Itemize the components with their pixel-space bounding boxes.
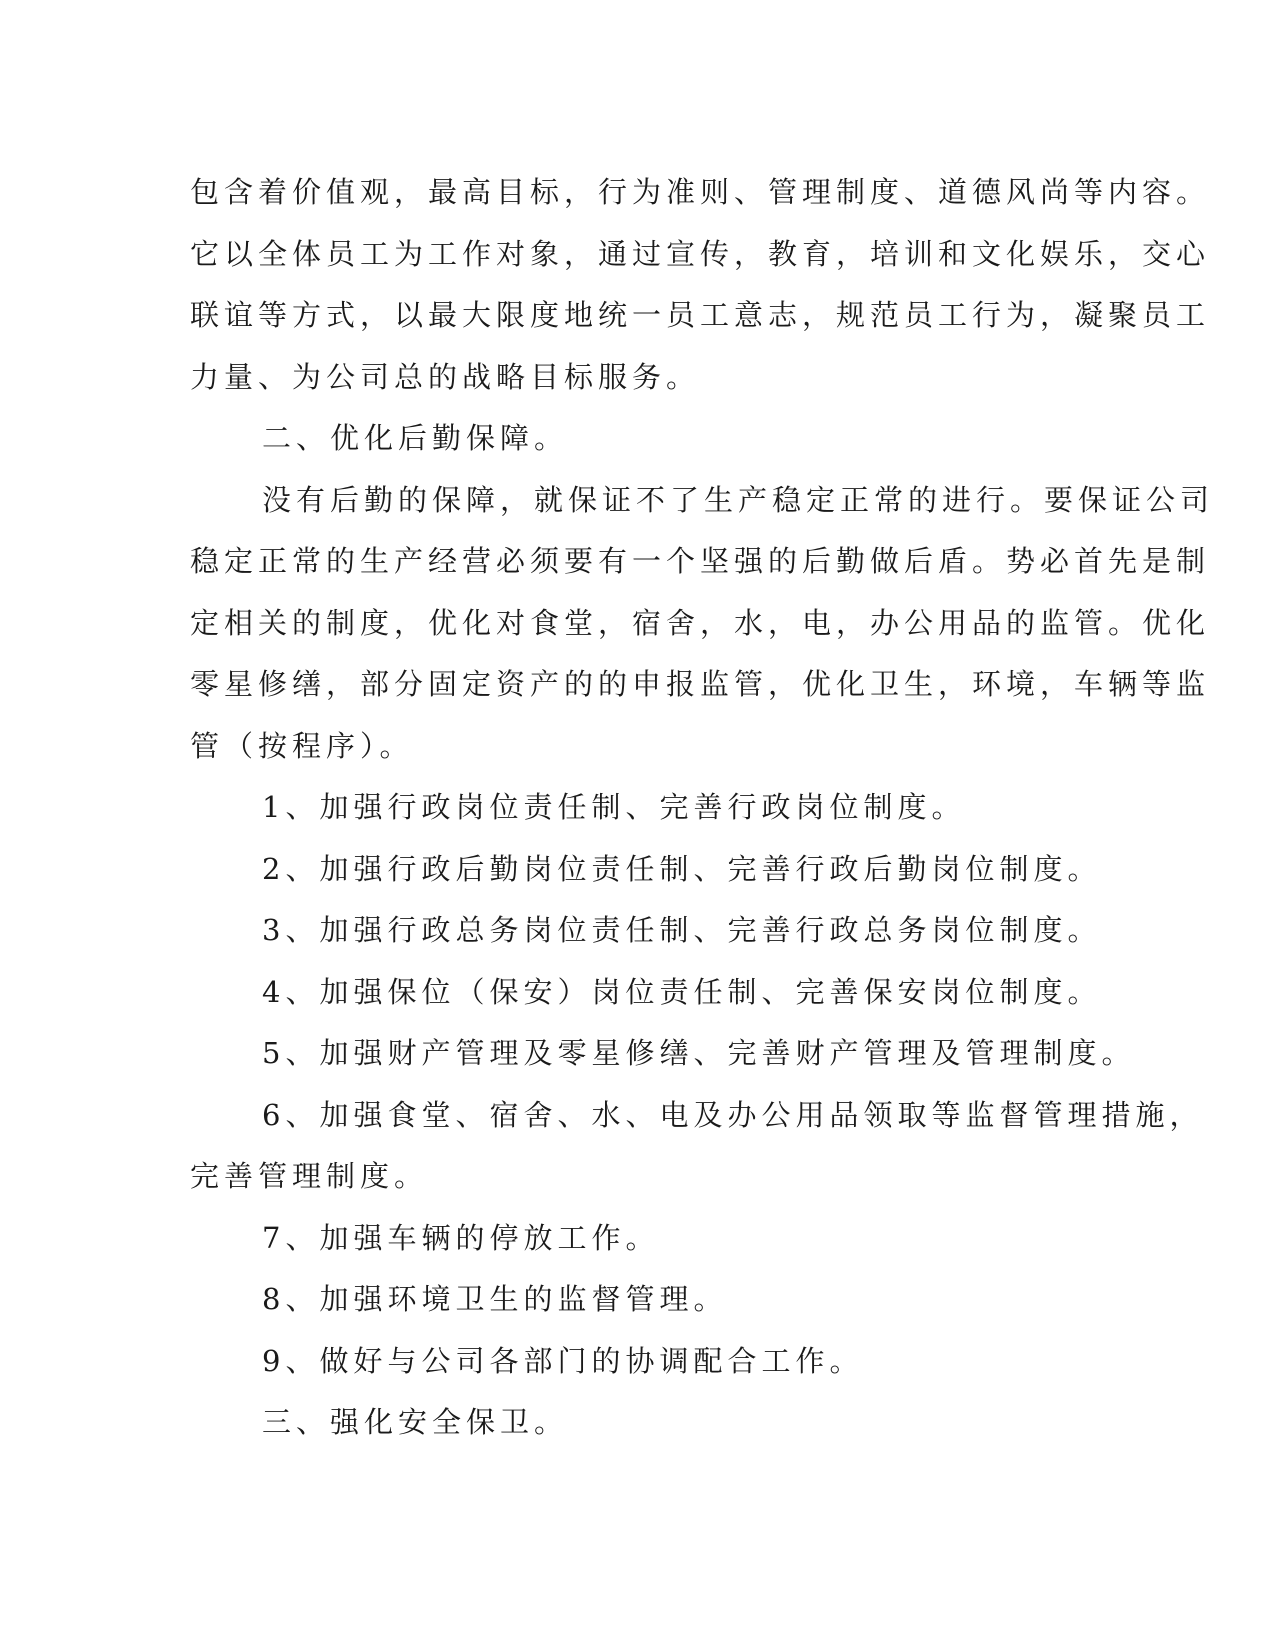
text-line: 零星修缮，部分固定资产的的申报监管，优化卫生，环境，车辆等监 [190, 667, 1211, 701]
list-item: 6、加强食堂、宿舍、水、电及办公用品领取等监督管理措施， [262, 1097, 1204, 1132]
text-line: 联谊等方式，以最大限度地统一员工意志，规范员工行为，凝聚员工 [190, 298, 1211, 332]
list-item: 4、加强保位（保安）岗位责任制、完善保安岗位制度。 [262, 974, 1102, 1009]
text-line: 力量、为公司总的战略目标服务。 [190, 359, 701, 394]
text-line: 没有后勤的保障，就保证不了生产稳定正常的进行。要保证公司 [262, 482, 1215, 517]
section-heading: 二、优化后勤保障。 [262, 421, 569, 455]
list-item: 8、加强环境卫生的监督管理。 [262, 1282, 728, 1316]
list-item: 7、加强车辆的停放工作。 [262, 1220, 660, 1255]
text-line: 它以全体员工为工作对象，通过宣传，教育，培训和文化娱乐，交心 [190, 236, 1211, 271]
text-line: 管（按程序）。 [190, 728, 414, 763]
document-page [190, 162, 1215, 1454]
section-heading: 三、强化安全保卫。 [262, 1405, 569, 1439]
text-line: 定相关的制度，优化对食堂，宿舍，水，电，办公用品的监管。优化 [190, 605, 1211, 640]
text-line: 包含着价值观，最高目标，行为准则、管理制度、道德风尚等内容。 [190, 175, 1211, 209]
list-item: 3、加强行政总务岗位责任制、完善行政总务岗位制度。 [262, 913, 1102, 947]
text-line: 稳定正常的生产经营必须要有一个坚强的后勤做后盾。势必首先是制 [190, 544, 1211, 578]
list-item-continuation: 完善管理制度。 [190, 1159, 429, 1193]
list-item: 2、加强行政后勤岗位责任制、完善行政后勤岗位制度。 [262, 851, 1102, 886]
list-item: 9、做好与公司各部门的协调配合工作。 [262, 1343, 864, 1378]
list-item: 1、加强行政岗位责任制、完善行政岗位制度。 [262, 790, 966, 824]
list-item: 5、加强财产管理及零星修缮、完善财产管理及管理制度。 [262, 1036, 1136, 1070]
